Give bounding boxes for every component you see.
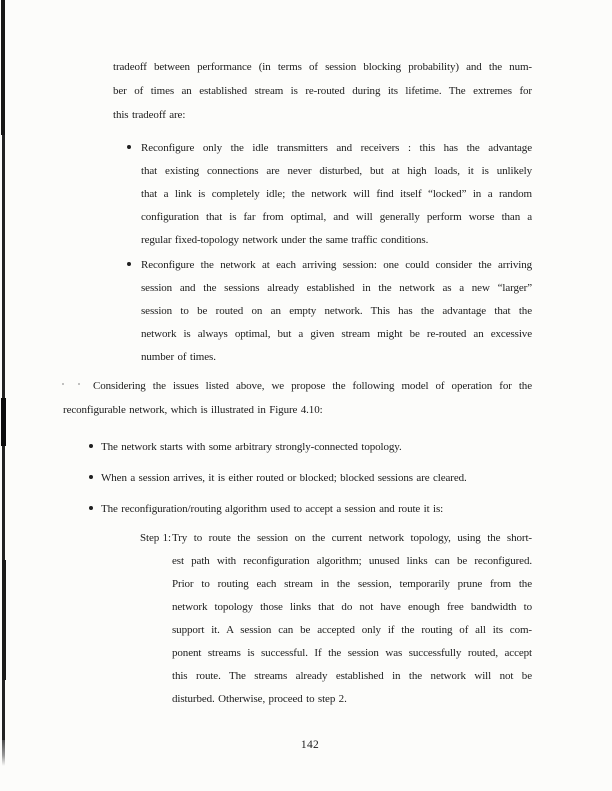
considering-paragraph: [63, 374, 532, 422]
text-line: tradeoff between performance (in terms of session blocking probability) and the num-: [113, 61, 532, 73]
text-line: est path with reconfiguration algorithm; unused links can be reconfigured.: [172, 555, 532, 567]
text-line: reconfigurable network, which is illustrated in Figure 4.10:: [63, 404, 323, 416]
scan-edge-artifact-fade: [2, 740, 5, 766]
intro-paragraph: [113, 55, 532, 127]
scan-edge-artifact-top: [1, 0, 5, 135]
bullet-icon: [127, 145, 131, 149]
text-line: network topology those links that do not have enough free bandwidth to: [172, 601, 532, 613]
model-bullet-3: [101, 498, 541, 521]
text-line: The reconfiguration/routing algorithm used to accept a session and route it is:: [101, 503, 444, 515]
text-line: regular fixed-topology network under the same traffic conditions.: [141, 234, 429, 246]
text-line: that existing connections are never disturbed, but at high loads, it is unlikely: [141, 165, 532, 177]
model-bullet-1: [101, 436, 541, 459]
page-number: 142: [300, 739, 320, 751]
text-line: ber of times an established stream is re-routed during its lifetime. The extremes for: [113, 85, 532, 97]
text-line: Try to route the session on the current network topology, using the short-: [172, 532, 532, 544]
step1-description: [172, 527, 532, 711]
text-line: Considering the issues listed above, we propose the following model of operation for the: [93, 380, 532, 392]
text-line: that a link is completely idle; the network will find itself “locked” in a random: [141, 188, 532, 200]
bullet-icon: [89, 444, 93, 448]
tradeoff-bullet-2: [141, 254, 532, 369]
bullet-icon: [127, 262, 131, 266]
model-bullet-2: [101, 467, 541, 490]
tradeoff-bullet-1: [141, 137, 532, 252]
text-line: ponent streams is successful. If the session was successfully routed, accept: [172, 647, 532, 659]
text-line: support it. A session can be accepted only if the routing of all its com-: [172, 624, 532, 636]
text-line: Reconfigure the network at each arriving session: one could consider the arriving: [141, 259, 532, 271]
bullet-icon: [89, 506, 93, 510]
text-line: The network starts with some arbitrary strongly-connected topology.: [101, 441, 402, 453]
text-line: When a session arrives, it is either routed or blocked; blocked sessions are cleared.: [101, 472, 467, 484]
text-line: Reconfigure only the idle transmitters and receivers : this has the advantage: [141, 142, 532, 154]
text-line: network is always optimal, but a given stream might be re-routed an excessive: [141, 328, 532, 340]
text-line: disturbed. Otherwise, proceed to step 2.: [172, 693, 347, 705]
bullet-icon: [89, 475, 93, 479]
scan-edge-artifact-lower: [2, 560, 6, 680]
text-line: this tradeoff are:: [113, 109, 186, 121]
text-line: this route. The streams already established in the network will not be: [172, 670, 532, 682]
text-line: configuration that is far from optimal, and will generally perform worse than a: [141, 211, 532, 223]
step1-label: Step 1:: [140, 532, 171, 544]
scan-edge-artifact-blob: [1, 398, 6, 446]
text-line: session to be routed on an empty network. This has the advantage that the: [141, 305, 532, 317]
text-line: number of times.: [141, 351, 216, 363]
text-line: session and the sessions already established in the network as a new “larger”: [141, 282, 532, 294]
text-line: Prior to routing each stream in the session, temporarily prune from the: [172, 578, 532, 590]
